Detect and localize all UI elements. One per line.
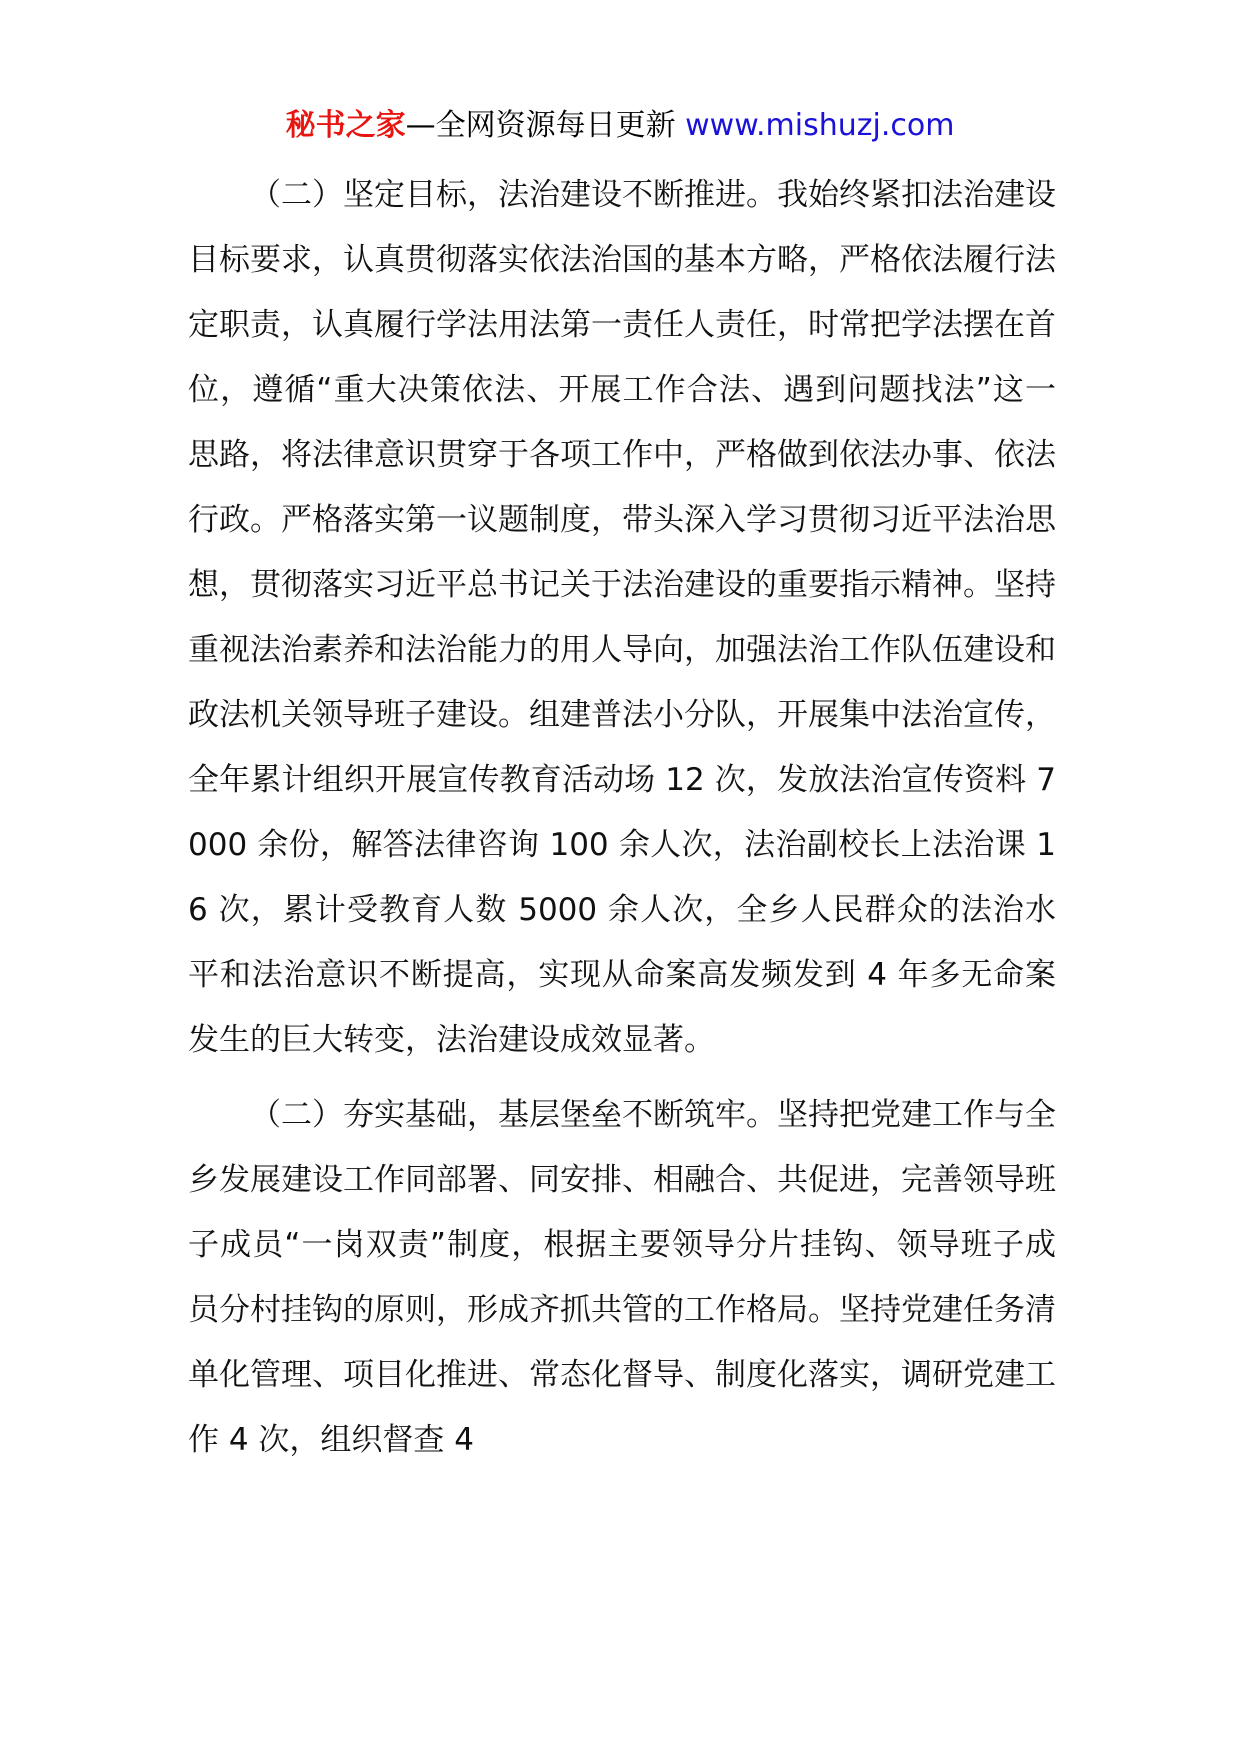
site-url-link[interactable]: www.mishuzj.com	[685, 108, 955, 143]
paragraph-grassroots: （二）夯实基础，基层堡垒不断筑牢。坚持把党建工作与全乡发展建设工作同部署、同安排、相融合、共促进，完善领导班子成员“一岗双责”制度，根据主要领导分片挂钩、领导班子成员分村挂钩的原则，形成齐抓共管的工作格局。坚持党建任务清单化管理、项目化推进、常态化督导、制度化落实，调研党建工作 4 次，组织督查 4	[188, 1097, 1056, 1458]
page-header	[0, 104, 1240, 148]
paragraph-rule-of-law: （二）坚定目标，法治建设不断推进。我始终紧扣法治建设目标要求，认真贯彻落实依法治国的基本方略，严格依法履行法定职责，认真履行学法用法第一责任人责任，时常把学法摆在首位，遵循“重大决策依法、开展工作合法、遇到问题找法”这一思路，将法律意识贯穿于各项工作中，严格做到依法办事、依法行政。严格落实第一议题制度，带头深入学习贯彻习近平法治思想，贯彻落实习近平总书记关于法治建设的重要指示精神。坚持重视法治素养和法治能力的用人导向，加强法治工作队伍建设和政法机关领导班子建设。组建普法小分队，开展集中法治宣传，全年累计组织开展宣传教育活动场 12 次，发放法治宣传资料 7000 余份，解答法律咨询 100 余人次，法治副校长上法治课 16 次，累计受教育人数 5000 余人次，全乡人民群众的法治水平和法治意识不断提高，实现从命案高发频发到 4 年多无命案发生的巨大转变，法治建设成效显著。	[188, 177, 1056, 1058]
header-tagline: —全网资源每日更新	[405, 108, 676, 143]
brand-name: 秘书之家	[285, 108, 406, 143]
document-body	[188, 163, 1056, 1473]
